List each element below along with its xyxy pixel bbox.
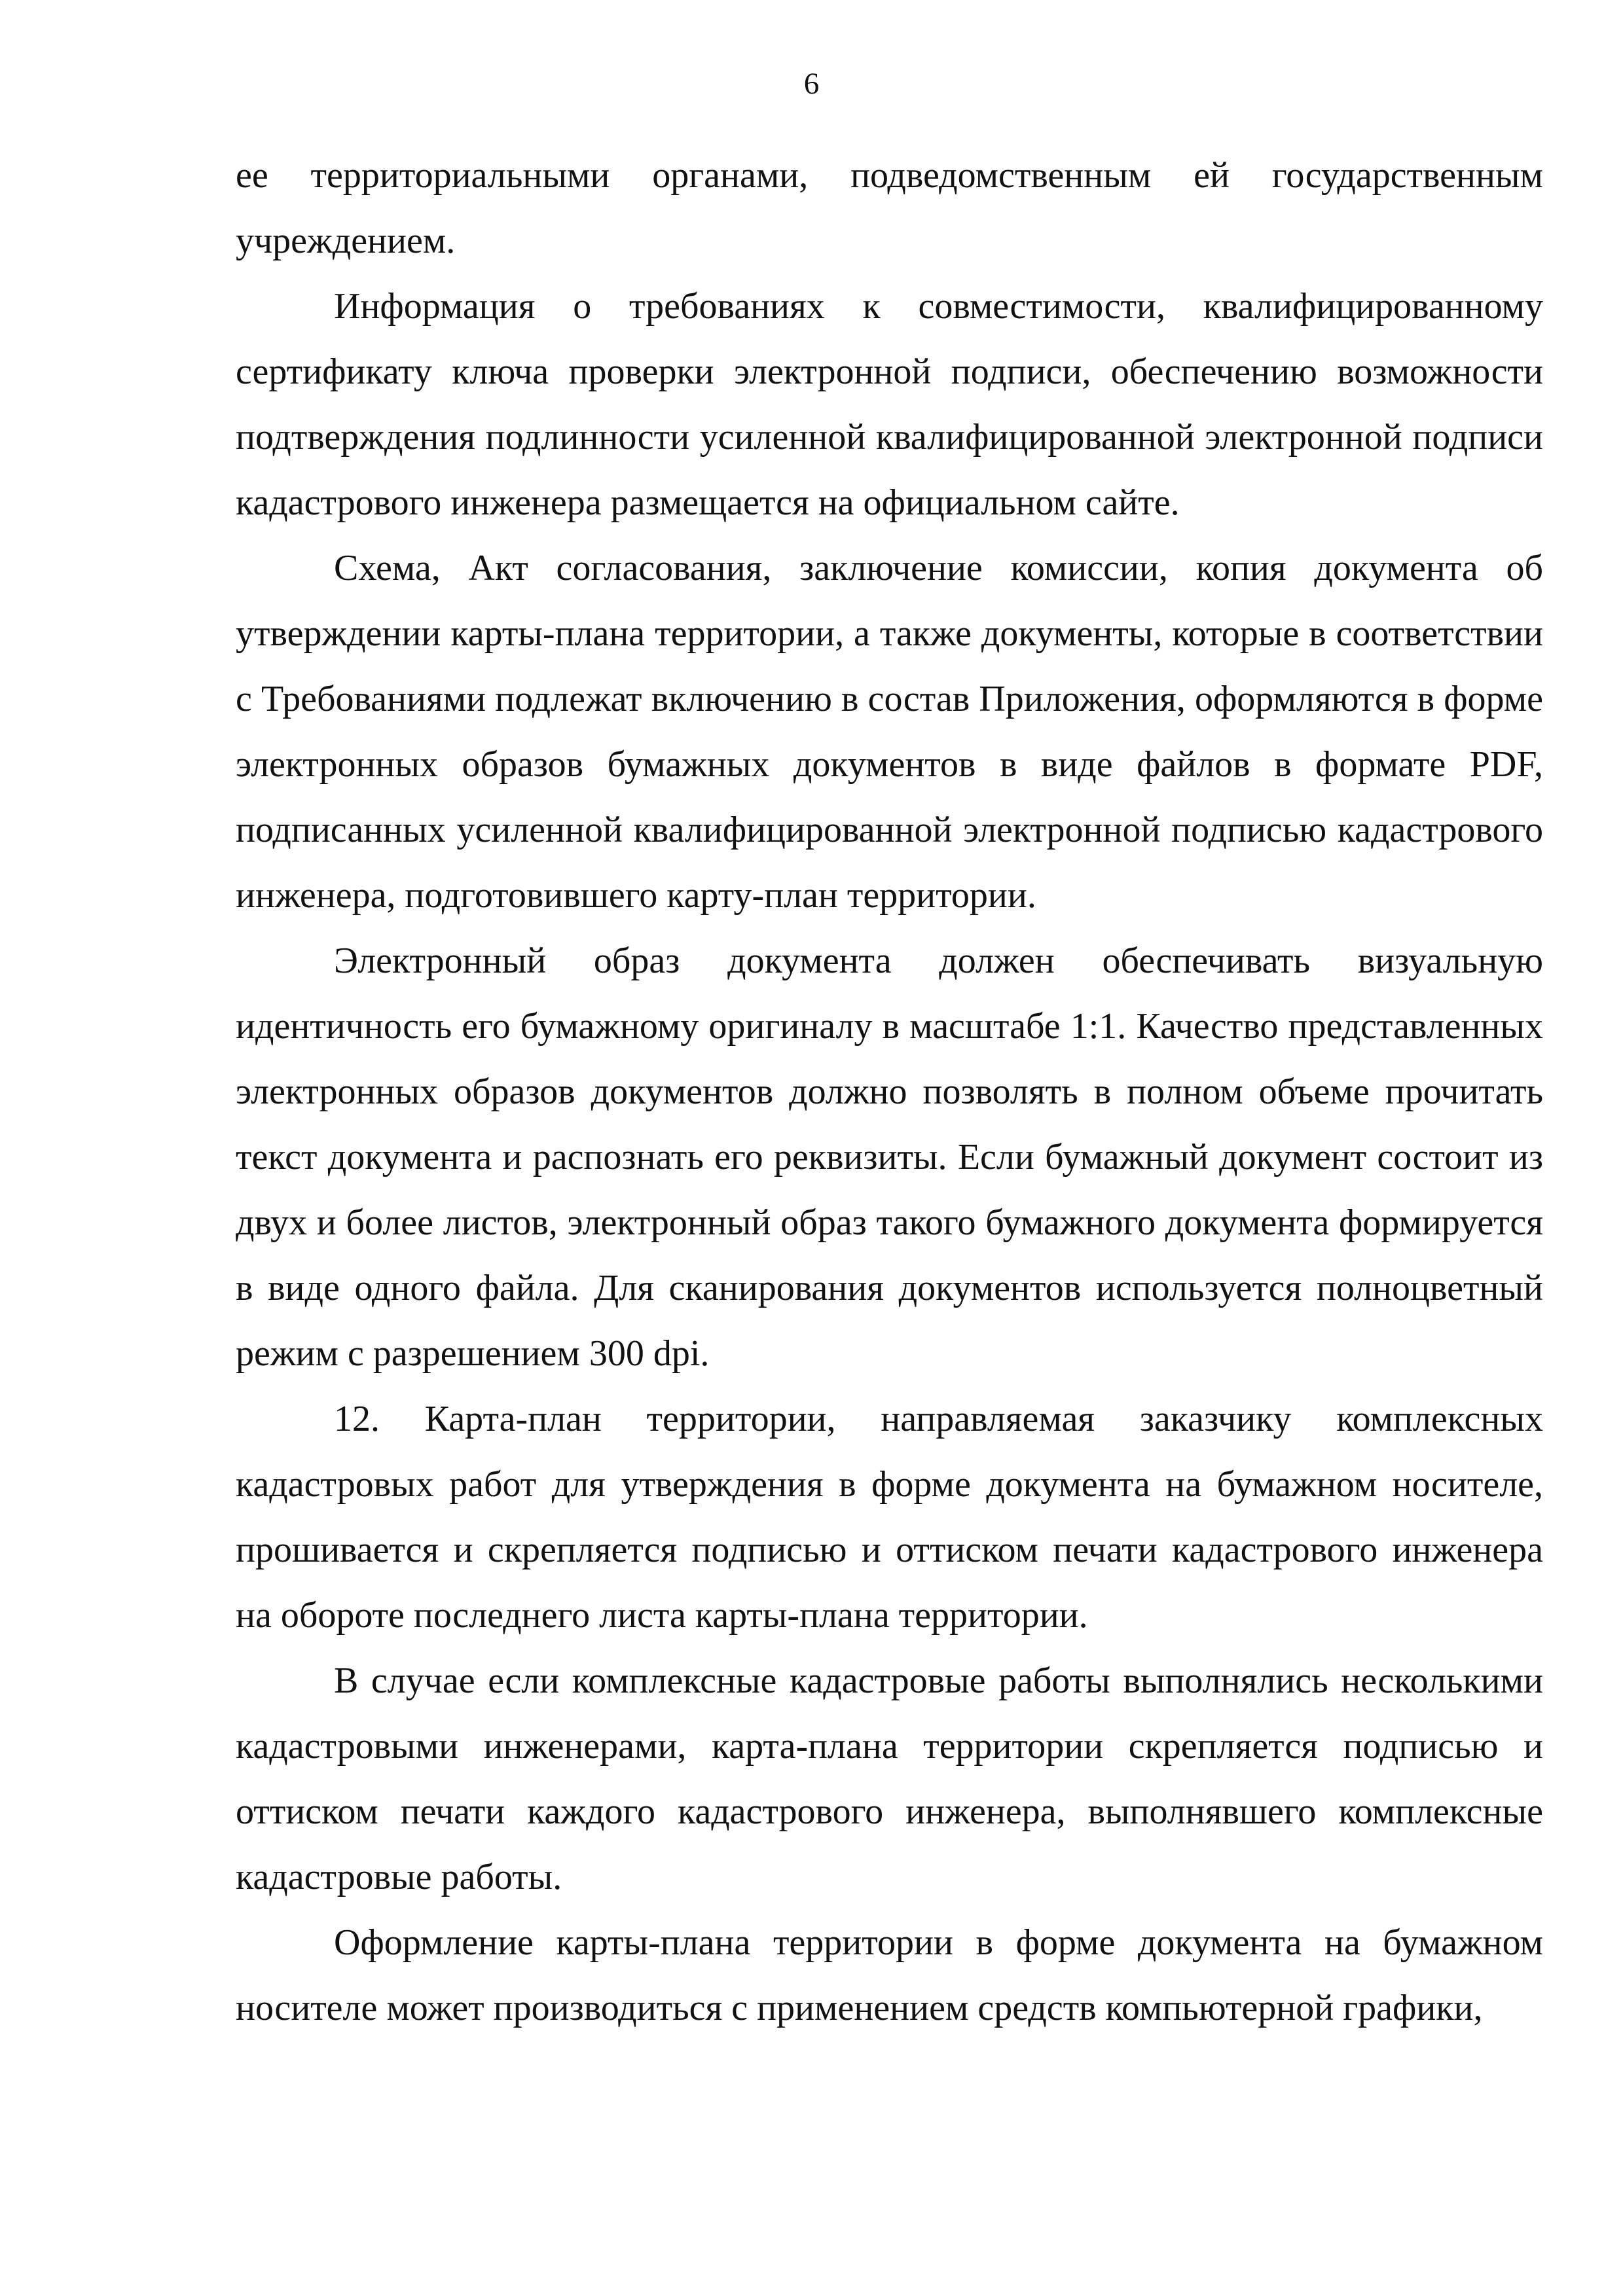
paragraph-electronic-images: Схема, Акт согласования, заключение комиссии, копия документа об утверждении карты-плана территории, а также документы, которые в соответствии с Требованиями подлежат включению в состав Приложения, оформляются в форме электронных образов бумажных документов в виде файлов в формате PDF, подписанных усиленной квалифицированной электронной подписью кадастрового инженера, подготовившего карту-план территории. bbox=[236, 548, 1543, 916]
paragraph-image-quality: Электронный образ документа должен обеспечивать визуальную идентичность его бумажному оригиналу в масштабе 1:1. Качество представленных электронных образов документов должно позволять в полном объеме прочитать текст документа и распознать его реквизиты. Если бумажный документ состоит из двух и более листов, электронный образ такого бумажного документа формируется в виде одного файла. Для сканирования документов используется полноцветный режим с разрешением 300 dpi. bbox=[236, 941, 1543, 1374]
paragraph-signature-requirements: Информация о требованиях к совместимости, квалифицированному сертификату ключа проверки электронной подписи, обеспечению возможности подтверждения подлинности усиленной квалифицированной электронной подписи кадастрового инженера размещается на официальном сайте. bbox=[236, 286, 1543, 523]
paragraph-paper-format: Оформление карты-плана территории в форме документа на бумажном носителе может производиться с применением средств компьютерной графики, bbox=[236, 1922, 1543, 2028]
paragraph-continuation: ее территориальными органами, подведомственным ей государственным учреждением. bbox=[236, 155, 1543, 261]
paragraph-item-12: 12. Карта-план территории, направляемая заказчику комплексных кадастровых работ для утверждения в форме документа на бумажном носителе, прошивается и скрепляется подписью и оттиском печати кадастрового инженера на обороте последнего листа карты-плана территории. bbox=[236, 1399, 1543, 1636]
page-number: 6 bbox=[803, 67, 820, 101]
document-body bbox=[236, 143, 1543, 2041]
paragraph-multiple-engineers: В случае если комплексные кадастровые работы выполнялись несколькими кадастровыми инженерами, карта-плана территории скрепляется подписью и оттиском печати каждого кадастрового инженера, выполнявшего комплексные кадастровые работы. bbox=[236, 1660, 1543, 1897]
